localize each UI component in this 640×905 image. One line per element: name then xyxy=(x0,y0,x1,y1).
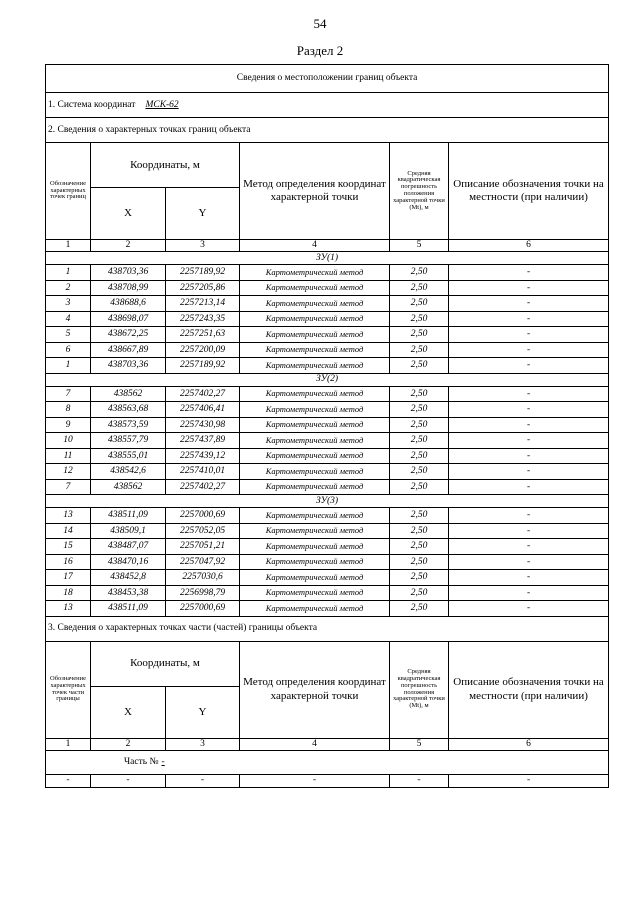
point-accuracy: 2,50 xyxy=(390,386,449,402)
point-x: 438562 xyxy=(91,386,166,402)
table-row xyxy=(46,464,609,480)
header-method: Метод определения координат характерной точки xyxy=(240,641,390,738)
column-numbers-row xyxy=(46,240,609,252)
point-y: 2257189,92 xyxy=(166,265,240,281)
table-row xyxy=(46,601,609,617)
table-row xyxy=(46,386,609,402)
point-description: - xyxy=(449,539,609,555)
column-number: 6 xyxy=(449,240,609,252)
point-method: Картометрический метод xyxy=(240,402,390,418)
table-row xyxy=(46,508,609,524)
table-row xyxy=(46,280,609,296)
point-accuracy: 2,50 xyxy=(390,327,449,343)
point-accuracy: 2,50 xyxy=(390,554,449,570)
point-id: 13 xyxy=(46,508,91,524)
point-x: 438557,79 xyxy=(91,433,166,449)
point-accuracy: 2,50 xyxy=(390,585,449,601)
point-description: - xyxy=(449,464,609,480)
point-accuracy: 2,50 xyxy=(390,539,449,555)
point-accuracy: 2,50 xyxy=(390,508,449,524)
coord-system-value: МСК-62 xyxy=(145,99,179,110)
column-number: 4 xyxy=(240,240,390,252)
point-accuracy: 2,50 xyxy=(390,280,449,296)
point-y: 2257205,86 xyxy=(166,280,240,296)
coord-system-label: 1. Система координат xyxy=(48,99,136,110)
point-x: 438509,1 xyxy=(91,523,166,539)
column-number: 5 xyxy=(390,240,449,252)
table-cell: - xyxy=(449,774,609,787)
section3-header-row xyxy=(46,641,609,686)
point-id: 4 xyxy=(46,311,91,327)
point-id: 15 xyxy=(46,539,91,555)
table-row xyxy=(46,433,609,449)
table-row xyxy=(46,570,609,586)
point-y: 2257410,01 xyxy=(166,464,240,480)
point-x: 438511,09 xyxy=(91,601,166,617)
point-x: 438487,07 xyxy=(91,539,166,555)
table-row xyxy=(46,448,609,464)
point-y: 2257402,27 xyxy=(166,479,240,495)
group-name: ЗУ(1) xyxy=(46,252,609,265)
table-row xyxy=(46,296,609,312)
part-row xyxy=(46,750,609,774)
section2-header-row xyxy=(46,143,609,188)
section-title: Раздел 2 xyxy=(296,43,344,58)
point-accuracy: 2,50 xyxy=(390,479,449,495)
header-x: X xyxy=(91,188,166,240)
part-label-cell xyxy=(46,750,609,774)
part-value: - xyxy=(161,756,165,767)
point-method: Картометрический метод xyxy=(240,327,390,343)
header-accuracy: Средняя квадратическая погрешность положения характерной точки (Mt), м xyxy=(390,641,449,738)
point-x: 438703,36 xyxy=(91,265,166,281)
point-id: 1 xyxy=(46,265,91,281)
point-y: 2257051,21 xyxy=(166,539,240,555)
page-number: 54 xyxy=(313,16,327,31)
table-row xyxy=(46,265,609,281)
point-x: 438542,6 xyxy=(91,464,166,480)
point-method: Картометрический метод xyxy=(240,523,390,539)
part-label: Часть № xyxy=(124,756,159,767)
header-accuracy: Средняя квадратическая погрешность положения характерной точки (Mt), м xyxy=(390,143,449,240)
point-method: Картометрический метод xyxy=(240,464,390,480)
point-y: 2257251,63 xyxy=(166,327,240,343)
group-row xyxy=(46,495,609,508)
point-x: 438453,38 xyxy=(91,585,166,601)
point-accuracy: 2,50 xyxy=(390,342,449,358)
point-y: 2257047,92 xyxy=(166,554,240,570)
point-id: 3 xyxy=(46,296,91,312)
point-id: 5 xyxy=(46,327,91,343)
point-method: Картометрический метод xyxy=(240,433,390,449)
point-id: 16 xyxy=(46,554,91,570)
point-description: - xyxy=(449,265,609,281)
point-x: 438703,36 xyxy=(91,358,166,374)
point-x: 438452,8 xyxy=(91,570,166,586)
point-id: 7 xyxy=(46,479,91,495)
point-description: - xyxy=(449,280,609,296)
point-y: 2257000,69 xyxy=(166,508,240,524)
point-description: - xyxy=(449,311,609,327)
empty-part-row xyxy=(46,774,609,787)
point-description: - xyxy=(449,479,609,495)
point-id: 12 xyxy=(46,464,91,480)
point-y: 2257402,27 xyxy=(166,386,240,402)
point-accuracy: 2,50 xyxy=(390,296,449,312)
point-accuracy: 2,50 xyxy=(390,358,449,374)
coord-system-row xyxy=(46,93,609,118)
point-description: - xyxy=(449,386,609,402)
point-x: 438667,89 xyxy=(91,342,166,358)
column-number: 6 xyxy=(449,738,609,750)
header-y: Y xyxy=(166,686,240,738)
point-y: 2257000,69 xyxy=(166,601,240,617)
point-method: Картометрический метод xyxy=(240,570,390,586)
table-row xyxy=(46,342,609,358)
group-name: ЗУ(2) xyxy=(46,373,609,386)
point-accuracy: 2,50 xyxy=(390,448,449,464)
point-description: - xyxy=(449,570,609,586)
point-accuracy: 2,50 xyxy=(390,402,449,418)
point-method: Картометрический метод xyxy=(240,296,390,312)
point-y: 2257437,89 xyxy=(166,433,240,449)
table-row xyxy=(46,539,609,555)
coord-system xyxy=(46,93,609,118)
boundary-table xyxy=(45,64,609,788)
point-y: 2257200,09 xyxy=(166,342,240,358)
column-number: 1 xyxy=(46,240,91,252)
table-row xyxy=(46,585,609,601)
table-cell: - xyxy=(46,774,91,787)
table-row xyxy=(46,311,609,327)
table-row xyxy=(46,402,609,418)
point-accuracy: 2,50 xyxy=(390,265,449,281)
point-description: - xyxy=(449,358,609,374)
point-description: - xyxy=(449,508,609,524)
point-method: Картометрический метод xyxy=(240,554,390,570)
point-x: 438688,6 xyxy=(91,296,166,312)
header-coordinates: Координаты, м xyxy=(91,641,240,686)
header-part-point-designation: Обозначение характерных точек части границы xyxy=(46,641,91,738)
table-row xyxy=(46,417,609,433)
point-description: - xyxy=(449,342,609,358)
group-row xyxy=(46,373,609,386)
point-method: Картометрический метод xyxy=(240,539,390,555)
point-id: 10 xyxy=(46,433,91,449)
point-x: 438555,01 xyxy=(91,448,166,464)
group-row xyxy=(46,252,609,265)
point-accuracy: 2,50 xyxy=(390,417,449,433)
point-x: 438708,99 xyxy=(91,280,166,296)
table-cell: - xyxy=(91,774,166,787)
point-accuracy: 2,50 xyxy=(390,464,449,480)
point-method: Картометрический метод xyxy=(240,479,390,495)
column-number: 4 xyxy=(240,738,390,750)
point-description: - xyxy=(449,433,609,449)
points-body xyxy=(46,252,609,617)
column-number: 3 xyxy=(166,240,240,252)
point-method: Картометрический метод xyxy=(240,280,390,296)
header-x: X xyxy=(91,686,166,738)
table-title: Сведения о местоположении границ объекта xyxy=(46,65,609,93)
column-number: 3 xyxy=(166,738,240,750)
point-x: 438563,68 xyxy=(91,402,166,418)
header-point-designation: Обозначение характерных точек границ xyxy=(46,143,91,240)
point-description: - xyxy=(449,601,609,617)
column-numbers-row xyxy=(46,738,609,750)
point-method: Картометрический метод xyxy=(240,508,390,524)
section2-heading-row xyxy=(46,118,609,143)
point-description: - xyxy=(449,327,609,343)
point-accuracy: 2,50 xyxy=(390,311,449,327)
table-row xyxy=(46,358,609,374)
table-title-row xyxy=(46,65,609,93)
point-id: 13 xyxy=(46,601,91,617)
point-x: 438573,59 xyxy=(91,417,166,433)
header-coordinates: Координаты, м xyxy=(91,143,240,188)
point-id: 8 xyxy=(46,402,91,418)
table-cell: - xyxy=(240,774,390,787)
point-description: - xyxy=(449,523,609,539)
point-id: 7 xyxy=(46,386,91,402)
point-y: 2257439,12 xyxy=(166,448,240,464)
point-id: 2 xyxy=(46,280,91,296)
point-description: - xyxy=(449,296,609,312)
table-row xyxy=(46,327,609,343)
point-method: Картометрический метод xyxy=(240,342,390,358)
point-id: 9 xyxy=(46,417,91,433)
section3-heading-row xyxy=(46,616,609,641)
point-method: Картометрический метод xyxy=(240,417,390,433)
point-method: Картометрический метод xyxy=(240,265,390,281)
point-id: 14 xyxy=(46,523,91,539)
point-x: 438511,09 xyxy=(91,508,166,524)
group-name: ЗУ(3) xyxy=(46,495,609,508)
header-y: Y xyxy=(166,188,240,240)
point-description: - xyxy=(449,402,609,418)
point-description: - xyxy=(449,554,609,570)
point-y: 2257243,35 xyxy=(166,311,240,327)
column-number: 5 xyxy=(390,738,449,750)
header-description: Описание обозначения точки на местности (при наличии) xyxy=(449,641,609,738)
point-description: - xyxy=(449,585,609,601)
table-cell: - xyxy=(166,774,240,787)
point-y: 2257213,14 xyxy=(166,296,240,312)
point-method: Картометрический метод xyxy=(240,386,390,402)
point-accuracy: 2,50 xyxy=(390,523,449,539)
point-x: 438672,25 xyxy=(91,327,166,343)
header-description: Описание обозначения точки на местности (при наличии) xyxy=(449,143,609,240)
point-description: - xyxy=(449,417,609,433)
column-number: 2 xyxy=(91,240,166,252)
point-y: 2257030,6 xyxy=(166,570,240,586)
table-cell: - xyxy=(390,774,449,787)
column-number: 1 xyxy=(46,738,91,750)
point-y: 2257406,41 xyxy=(166,402,240,418)
point-y: 2256998,79 xyxy=(166,585,240,601)
table-row xyxy=(46,523,609,539)
table-row xyxy=(46,554,609,570)
point-id: 1 xyxy=(46,358,91,374)
point-y: 2257052,05 xyxy=(166,523,240,539)
point-accuracy: 2,50 xyxy=(390,570,449,586)
point-id: 11 xyxy=(46,448,91,464)
point-accuracy: 2,50 xyxy=(390,433,449,449)
point-method: Картометрический метод xyxy=(240,448,390,464)
point-x: 438698,07 xyxy=(91,311,166,327)
point-x: 438470,16 xyxy=(91,554,166,570)
point-y: 2257189,92 xyxy=(166,358,240,374)
point-x: 438562 xyxy=(91,479,166,495)
point-method: Картометрический метод xyxy=(240,585,390,601)
point-method: Картометрический метод xyxy=(240,311,390,327)
column-number: 2 xyxy=(91,738,166,750)
header-method: Метод определения координат характерной точки xyxy=(240,143,390,240)
point-method: Картометрический метод xyxy=(240,601,390,617)
point-accuracy: 2,50 xyxy=(390,601,449,617)
point-description: - xyxy=(449,448,609,464)
section2-heading: 2. Сведения о характерных точках границ объекта xyxy=(46,118,609,143)
point-id: 17 xyxy=(46,570,91,586)
point-id: 18 xyxy=(46,585,91,601)
section3-heading: 3. Сведения о характерных точках части (частей) границы объекта xyxy=(46,616,609,641)
point-id: 6 xyxy=(46,342,91,358)
table-row xyxy=(46,479,609,495)
point-method: Картометрический метод xyxy=(240,358,390,374)
point-y: 2257430,98 xyxy=(166,417,240,433)
